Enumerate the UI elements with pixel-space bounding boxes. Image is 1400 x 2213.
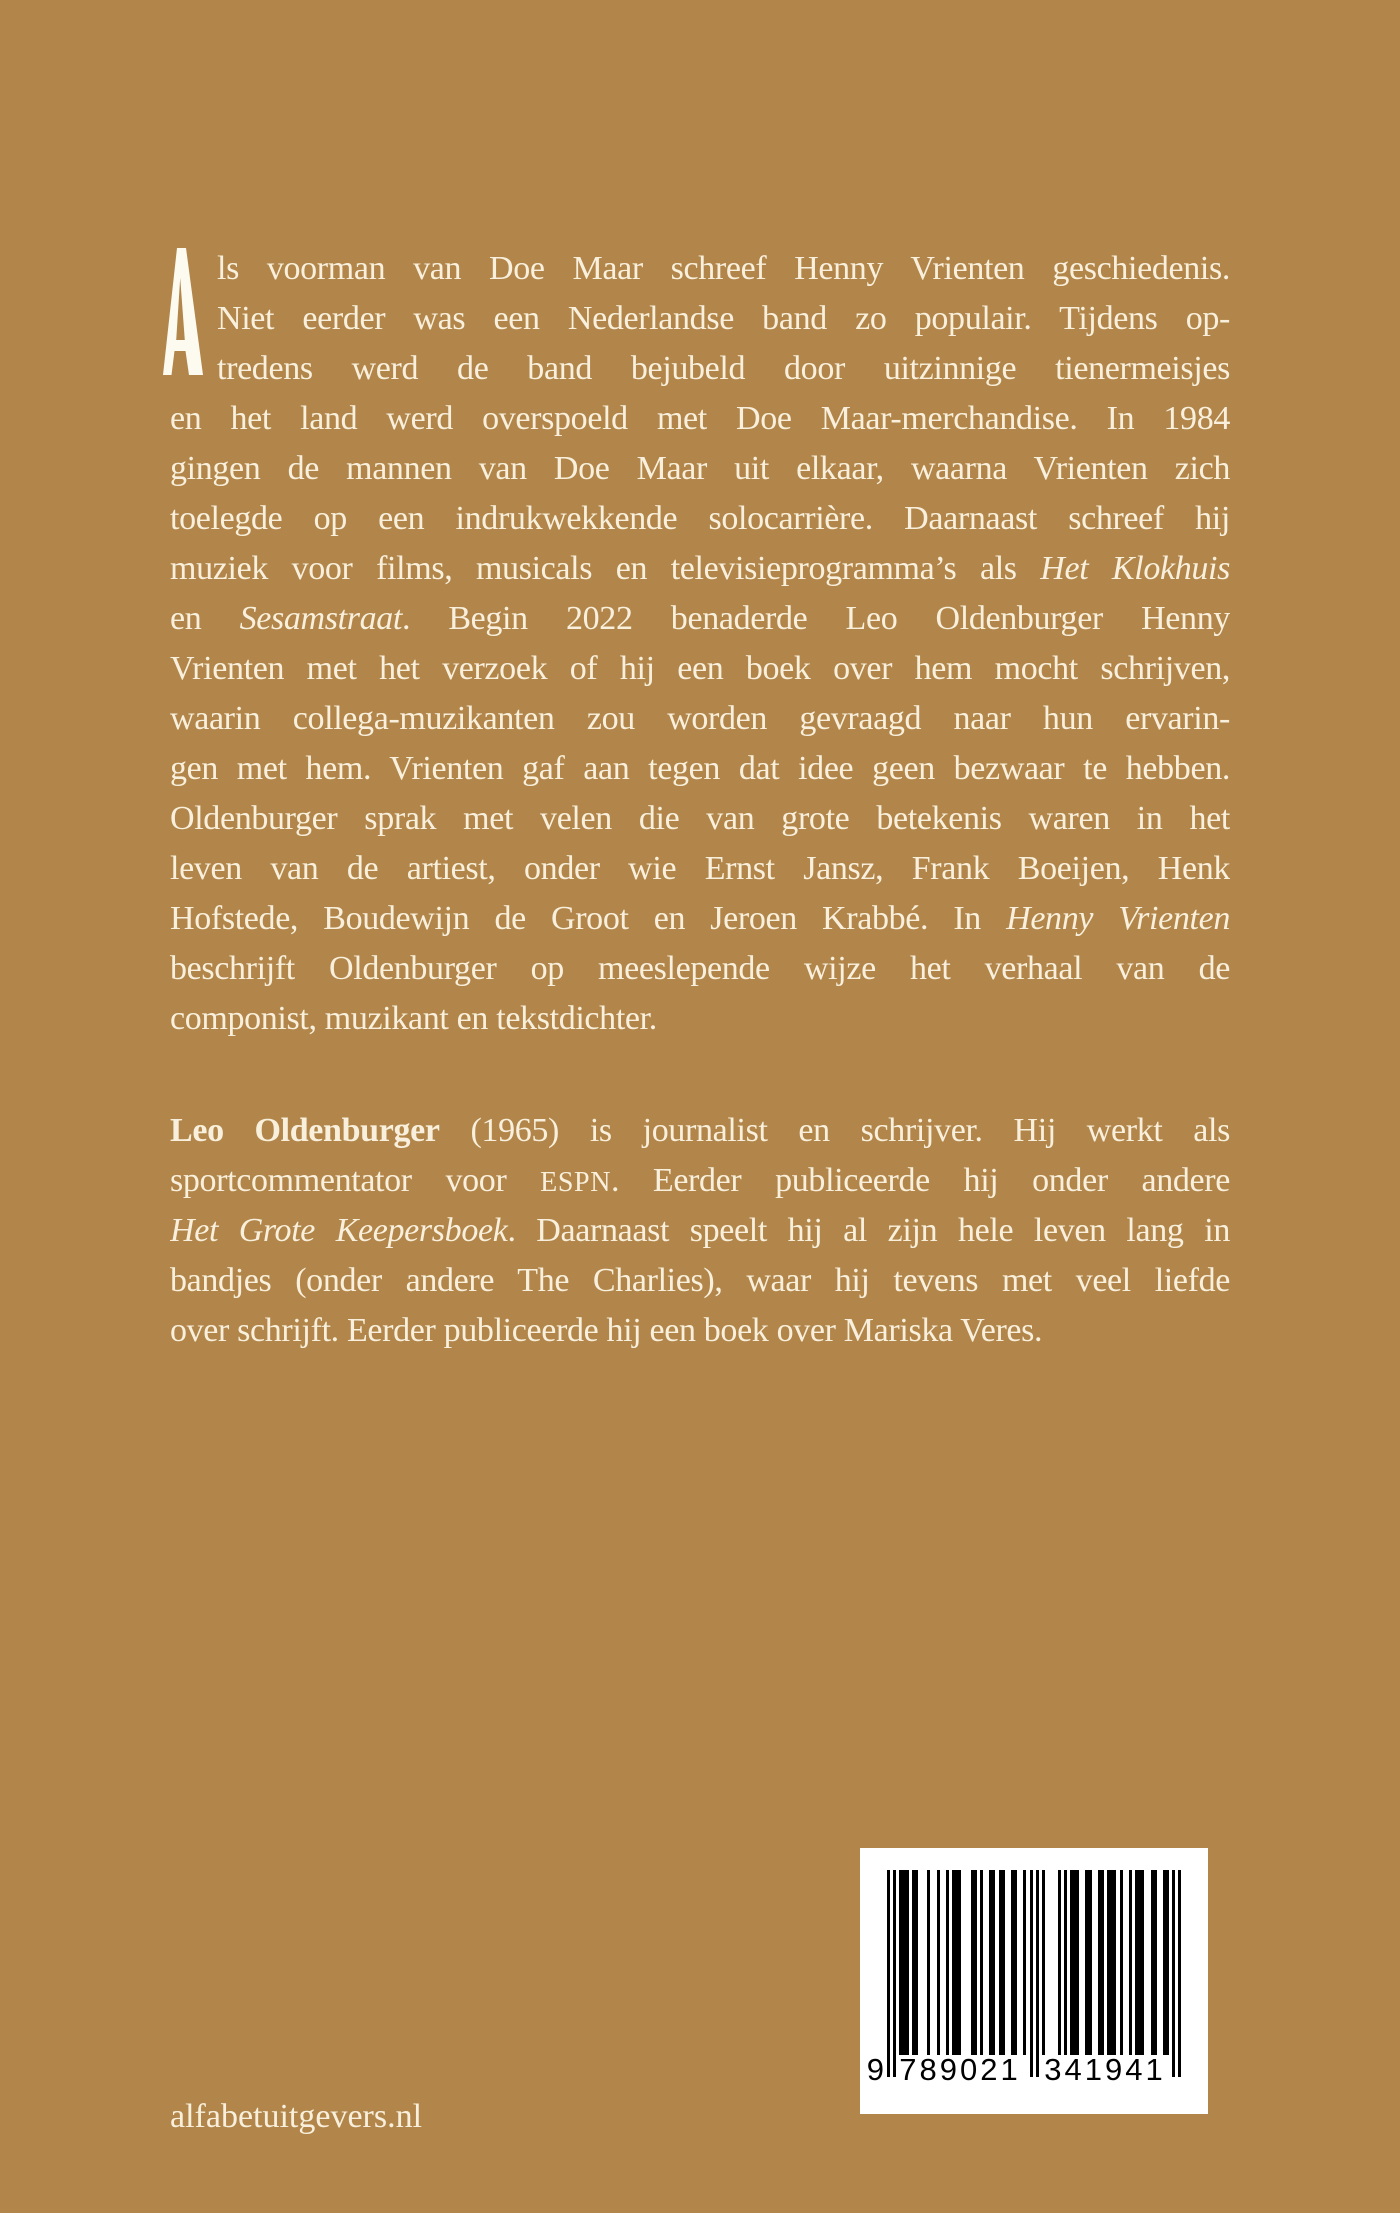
- barcode-bar: [1135, 1870, 1144, 2055]
- barcode-bar: [912, 1870, 918, 2055]
- text-segment-italic: Het Klokhuis: [1040, 550, 1230, 587]
- text-segment: beschrijft Oldenburger op meeslepende wijze het verhaal van de: [170, 950, 1230, 987]
- text-segment: Niet eerder was een Nederlandse band zo populair. Tijdens op-: [217, 300, 1230, 337]
- barcode-bar: [952, 1870, 961, 2055]
- text-segment-italic: Henny Vrienten: [1006, 900, 1230, 937]
- barcode-bar: [999, 1870, 1005, 2055]
- barcode-digits-right: 341941: [1044, 2052, 1166, 2087]
- barcode-bar: [927, 1870, 930, 2055]
- text-segment: muziek voor films, musicals en televisieprogramma’s als: [170, 550, 1041, 587]
- text-line: [170, 544, 1230, 594]
- text-segment: waarin collega-muzikanten zou worden gevraagd naar hun ervarin-: [170, 700, 1230, 737]
- text-line: [170, 394, 1230, 444]
- barcode-digit-leading: 9: [866, 2052, 884, 2087]
- barcode-bar: [887, 1870, 890, 2077]
- text-line: [170, 894, 1230, 944]
- barcode-bar: [1151, 1870, 1157, 2055]
- text-line: [170, 744, 1230, 794]
- text-segment: componist, muzikant en tekstdichter.: [170, 1000, 657, 1037]
- text-segment: Vrienten met het verzoek of hij een boek over hem mocht schrijven,: [170, 650, 1230, 687]
- text-segment: en het land werd overspoeld met Doe Maar-merchandise. In 1984: [170, 400, 1230, 437]
- text-line: [170, 344, 1230, 394]
- text-line: [170, 1306, 1230, 1356]
- blurb-paragraph-1: [170, 244, 1230, 1044]
- text-line: [170, 694, 1230, 744]
- text-segment: gingen de mannen van Doe Maar uit elkaar, waarna Vrienten zich: [170, 450, 1230, 487]
- text-segment: en: [170, 600, 240, 637]
- text-line: [170, 244, 1230, 294]
- text-segment: sportcommentator voor: [170, 1162, 541, 1199]
- text-segment: tredens werd de band bejubeld door uitzinnige tienermeisjes: [217, 350, 1230, 387]
- barcode-bar: [1098, 1870, 1104, 2055]
- text-segment: gen met hem. Vrienten gaf aan tegen dat idee geen bezwaar te hebben.: [170, 750, 1230, 787]
- text-line: [170, 944, 1230, 994]
- publisher-url: alfabetuitgevers.nl: [170, 2098, 423, 2135]
- text-segment: toelegde op een indrukwekkende solocarrière. Daarnaast schreef hij: [170, 500, 1230, 537]
- text-line: [170, 644, 1230, 694]
- barcode-bar: [937, 1870, 940, 2055]
- text-segment-italic: Het Grote Keepersboek: [170, 1212, 508, 1249]
- barcode-bar: [1163, 1870, 1169, 2055]
- text-line: [170, 994, 1230, 1044]
- text-segment: Oldenburger sprak met velen die van grote betekenis waren in het: [170, 800, 1230, 837]
- text-segment: Hofstede, Boudewijn de Groot en Jeroen Krabbé. In: [170, 900, 1007, 937]
- barcode-bar: [893, 1870, 896, 2077]
- text-segment: leven van de artiest, onder wie Ernst Jansz, Frank Boeijen, Henk: [170, 850, 1230, 887]
- barcode-bar: [1107, 1870, 1116, 2055]
- text-line: [170, 494, 1230, 544]
- text-line: [170, 844, 1230, 894]
- barcode-bar: [1085, 1870, 1091, 2055]
- barcode-bar: [1064, 1870, 1067, 2055]
- text-segment: . Begin 2022 benaderde Leo Oldenburger Henny: [401, 600, 1230, 637]
- barcode-bar: [989, 1870, 995, 2055]
- isbn-barcode: [860, 1848, 1208, 2114]
- blurb-paragraph-2: [170, 1106, 1230, 1356]
- text-segment-smallcaps: ESPN: [540, 1167, 612, 1198]
- barcode-bar: [1042, 1870, 1045, 2055]
- barcode-bar: [1036, 1870, 1039, 2077]
- barcode-bar: [1129, 1870, 1132, 2055]
- barcode-bars: [887, 1870, 1182, 2077]
- text-segment: bandjes (onder andere The Charlies), waar hij tevens met veel liefde: [170, 1262, 1230, 1299]
- text-line: [170, 1206, 1230, 1256]
- barcode-bar: [1030, 1870, 1033, 2077]
- text-line: [170, 794, 1230, 844]
- text-segment-italic: Sesamstraat: [239, 600, 402, 637]
- text-segment: (1965) is journalist en schrijver. Hij werkt als: [439, 1112, 1230, 1149]
- text-segment-bold: Leo Oldenburger: [170, 1112, 440, 1149]
- text-line: [170, 444, 1230, 494]
- barcode-bar: [1070, 1870, 1079, 2055]
- barcode-bar: [1058, 1870, 1061, 2055]
- text-segment: ls voorman van Doe Maar schreef Henny Vrienten geschiedenis.: [217, 250, 1230, 287]
- text-line: [170, 1156, 1230, 1206]
- barcode-bar: [1172, 1870, 1175, 2077]
- barcode-bar: [899, 1870, 908, 2055]
- text-segment: . Daarnaast speelt hij al zijn hele leven lang in: [507, 1212, 1230, 1249]
- barcode-bar: [946, 1870, 949, 2055]
- barcode-bar: [1023, 1870, 1026, 2055]
- text-line: [170, 294, 1230, 344]
- barcode-bar: [971, 1870, 977, 2055]
- text-segment: over schrijft. Eerder publiceerde hij een boek over Mariska Veres.: [170, 1312, 1043, 1349]
- blurb-text: [170, 244, 1230, 1356]
- barcode-bar: [1178, 1870, 1181, 2077]
- barcode-bar: [1011, 1870, 1017, 2055]
- text-line: [170, 594, 1230, 644]
- text-line: [170, 1256, 1230, 1306]
- text-line: [170, 1106, 1230, 1156]
- barcode-digits-left: 789021: [899, 2052, 1021, 2087]
- text-segment: . Eerder publiceerde hij onder andere: [611, 1162, 1230, 1199]
- barcode-bar: [980, 1870, 983, 2055]
- barcode-bar: [1120, 1870, 1123, 2055]
